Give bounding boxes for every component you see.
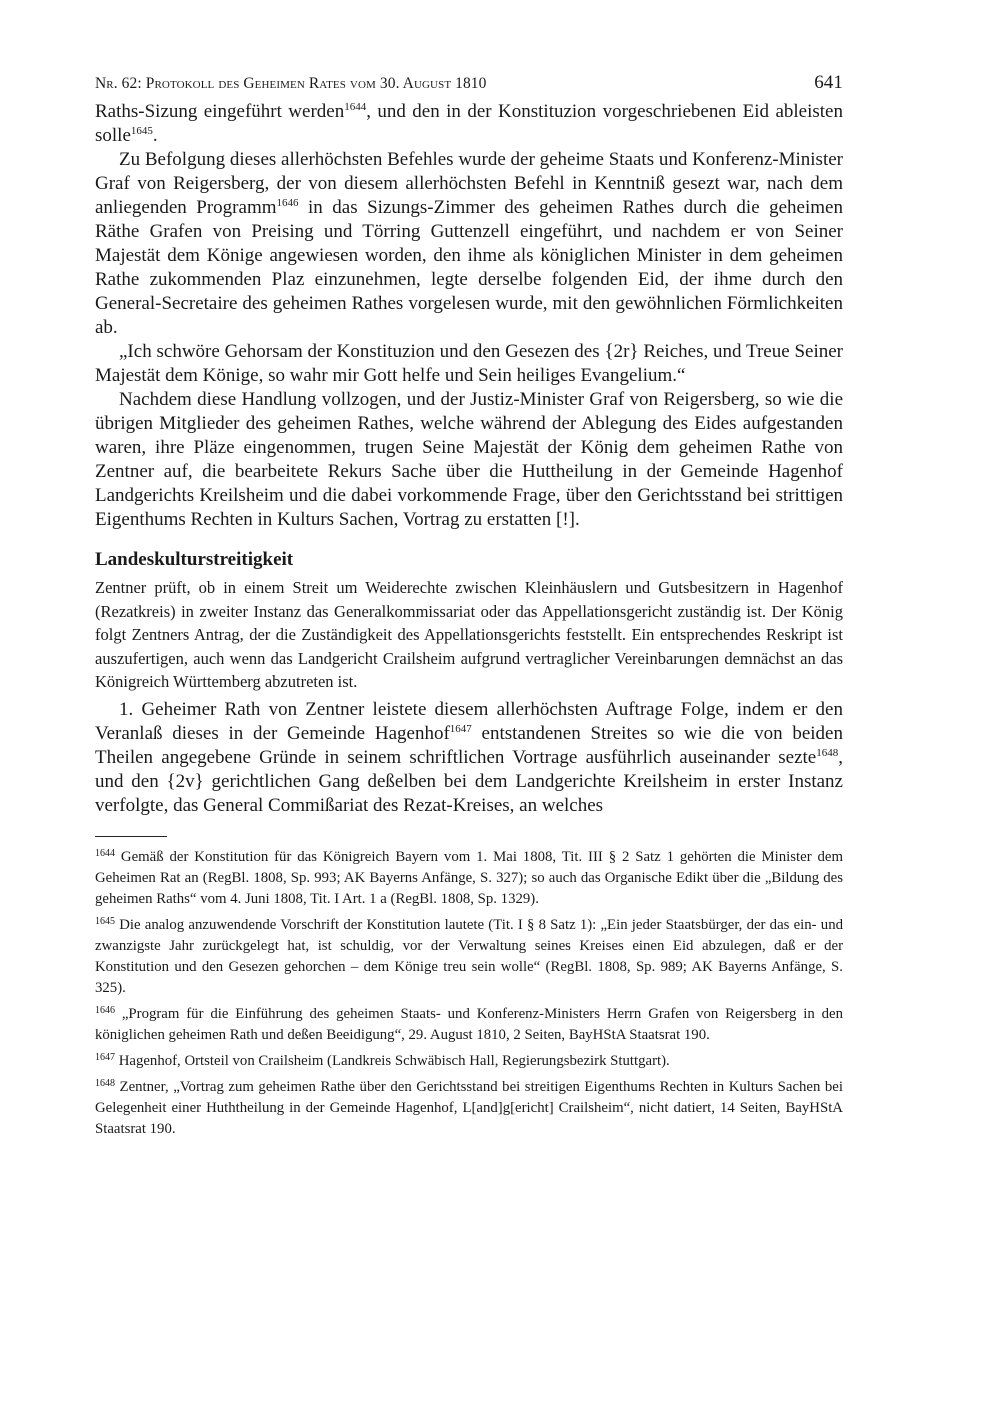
running-title: Nr. 62: Protokoll des Geheimen Rates vom 30. August 1810 xyxy=(95,75,487,92)
footnote-reference: 1646 xyxy=(276,197,299,209)
footnote-reference: 1644 xyxy=(344,101,367,113)
text-run: 1. Geheimer Rath von Zentner leistete diesem allerhöchsten Auftrage Folge, indem er den Veranlaß dieses in der Gemeinde Hagenhof xyxy=(95,698,843,744)
footnote-text: Gemäß der Konstitution für das Königreich Bayern vom 1. Mai 1808, Tit. III § 2 Satz 1 gehörten die Minister dem Geheimen Rat an (RegBl. 1808, Sp. 993; AK Bayerns Anfänge, S. 327); so auch das Organische Edikt über die „Bildung des geheimen Raths“ vom 4. Juni 1808, Tit. I Art. 1 a (RegBl. 1808, Sp. 1329). xyxy=(95,848,843,907)
text-run: , und den in der Konstituzion vorgeschriebenen Eid ableisten solle xyxy=(95,101,843,146)
footnote-number: 1648 xyxy=(95,1077,115,1089)
footnote xyxy=(95,1077,843,1140)
running-header xyxy=(95,72,843,94)
paragraph xyxy=(95,340,843,388)
text-run: Raths-Sizung eingeführt werden xyxy=(95,101,345,122)
document-page xyxy=(95,72,843,1145)
footnote xyxy=(95,915,843,999)
section-heading: Landeskulturstreitigkeit xyxy=(95,549,294,570)
text-run: entstandenen Streites so wie die von beiden Theilen angegebene Gründe in seinem schriftlichen Vortrage ausführlich auseinander sezte xyxy=(95,722,843,768)
text-run: Nachdem diese Handlung vollzogen, und der Justiz-Minister Graf von Reigersberg, so wie die übrigen Mitglieder des geheimen Rathes, welche während der Ablegung des Eides aufgestanden waren, ihre Pläze eingenommen, trugen Seine Majestät der König dem geheimen Rathe von Zentner auf, die bearbeitete Rekurs Sache über die Huttheilung in der Gemeinde Hagenhof Landgerichts Kreilsheim und die dabei vorkommende Frage, über den Gerichtsstand bei strittigen Eigenthums Rechten in Kulturs Sachen, Vortrag zu erstatten [!]. xyxy=(95,389,843,530)
text-run: . xyxy=(152,125,158,146)
footnote-number: 1644 xyxy=(95,847,115,859)
footnote-number: 1645 xyxy=(95,915,115,927)
main-text-continued xyxy=(95,698,843,818)
main-text xyxy=(95,100,843,532)
footnote-reference: 1647 xyxy=(449,722,472,735)
footnote-text: Zentner, „Vortrag zum geheimen Rathe über den Gerichtsstand bei streitigen Eigenthums Rechten in Kulturs Sachen bei Gelegenheit einer Huththeilung in der Gemeinde Hagenhof, L[and]g[ericht] Crailsheim“, nicht datiert, 14 Seiten, BayHStA Staatsrat 190. xyxy=(95,1078,843,1137)
page-number: 641 xyxy=(814,72,843,93)
footnotes xyxy=(95,847,843,1140)
footnote-reference: 1648 xyxy=(816,746,839,759)
paragraph xyxy=(95,148,843,340)
text-run: in das Sizungs-Zimmer des geheimen Rathes durch die geheimen Räthe Grafen von Preising und Törring Guttenzell eingeführt, und nachdem er von Seiner Majestät dem Könige angewiesen worden, den ihme als königlichen Minister in dem geheimen Rathe zukommenden Plaz einzunehmen, legte derselbe folgenden Eid, der ihme durch den General-Secretaire des geheimen Rathes vorgelesen wurde, mit den gewöhnlichen Förmlichkeiten ab. xyxy=(95,197,843,338)
text-run: , und den {2v} gerichtlichen Gang deßelben bei dem Landgerichte Kreilsheim in erster Instanz verfolgte, das General Commißariat des Rezat-Kreises, an welches xyxy=(95,746,843,816)
text-run: Zu Befolgung dieses allerhöchsten Befehles wurde der geheime Staats und Konferenz-Minister Graf von Reigersberg, der von diesem allerhöchsten Befehl in Kenntniß gesezt war, nach dem anliegenden Programm xyxy=(95,149,843,218)
footnote-number: 1647 xyxy=(95,1051,115,1063)
footnote-reference: 1645 xyxy=(130,125,153,137)
footnote-number: 1646 xyxy=(95,1004,115,1016)
footnote xyxy=(95,1051,843,1072)
footnote-text: Die analog anzuwendende Vorschrift der Konstitution lautete (Tit. I § 8 Satz 1): „Ein jeder Staatsbürger, der das ein- und zwanzigste Jahr zurückgelegt hat, ist schuldig, vor der Verwaltung seines Kreises einen Eid abzulegen, daß er der Konstitution und den Gesezen gehorchen – dem Könige treu sein wolle“ (RegBl. 1808, Sp. 989; AK Bayerns Anfänge, S. 325). xyxy=(95,916,843,996)
footnote-text: Hagenhof, Ortsteil von Crailsheim (Landkreis Schwäbisch Hall, Regierungsbezirk Stuttgart). xyxy=(115,1052,670,1069)
footnote xyxy=(95,1004,843,1046)
section-summary: Zentner prüft, ob in einem Streit um Weiderechte zwischen Kleinhäuslern und Gutsbesitzern in Hagenhof (Rezatkreis) in zweiter Instanz das Generalkommissariat oder das Appellationsgericht zuständig ist. Der König folgt Zentners Antrag, der die Zuständigkeit des Appellationsgerichts feststellt. Ein entsprechendes Reskript ist auszufertigen, auch wenn das Landgericht Crailsheim aufgrund vertraglicher Vereinbarungen demnächst an das Königreich Württemberg abzutreten ist. xyxy=(95,578,843,691)
footnote xyxy=(95,847,843,910)
paragraph xyxy=(95,698,843,818)
paragraph xyxy=(95,100,843,148)
text-run: „Ich schwöre Gehorsam der Konstituzion und den Gesezen des {2r} Reiches, und Treue Seiner Majestät dem Könige, so wahr mir Gott helfe und Sein heiliges Evangelium.“ xyxy=(95,341,843,386)
paragraph xyxy=(95,388,843,532)
footnote-text: „Program für die Einführung des geheimen Staats- und Konferenz-Ministers Herrn Grafen von Reigersberg in den königlichen geheimen Rath und deßen Beeidigung“, 29. August 1810, 2 Seiten, BayHStA Staatsrat 190. xyxy=(95,1005,843,1043)
footnote-separator xyxy=(95,836,167,837)
